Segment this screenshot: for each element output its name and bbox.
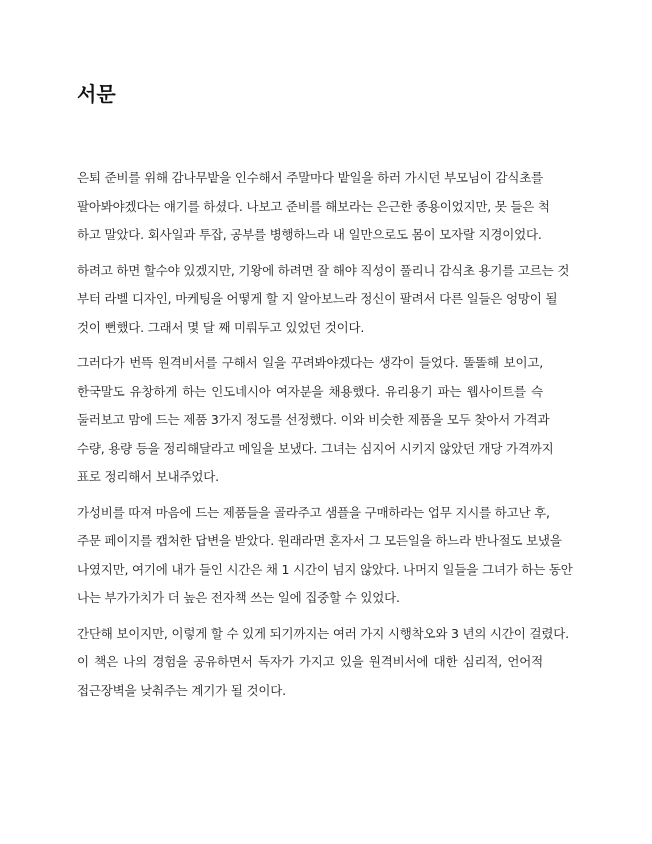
text-line: 나였지만, 여기에 내가 들인 시간은 채 1 시간이 넘지 않았다. 나머지 일들을 그녀가 하는 동안 [77,561,573,577]
text-line: 접근장벽을 낮춰주는 계기가 될 것이다. [77,682,286,698]
text-line: 팔아봐야겠다는 얘기를 하셨다. 나보고 준비를 해보라는 은근한 종용이었지만, 못 들은 척 [77,198,550,214]
paragraph [77,620,569,706]
text-line: 그러다가 번뜩 원격비서를 구해서 일을 꾸려봐야겠다는 생각이 들었다. 똘똘해 보이고, [77,355,543,370]
text-line: 둘러보고 맘에 드는 제품 3가지 정도를 선정했다. 이와 비슷한 제품을 모두 찾아서 가격과 [77,412,550,427]
paragraph [77,257,570,343]
document-body [77,164,573,712]
text-line: 표로 정리해서 보내주었다. [77,469,219,484]
text-line: 주문 페이지를 캡처한 답변을 받았다. 원래라면 혼자서 그 모든일을 하느라 반나절도 보냈을 [77,533,562,548]
text-line: 하려고 하면 할수야 있겠지만, 기왕에 하려면 잘 해야 직성이 풀리니 감식초 용기를 고르는 것 [77,262,570,278]
page-title: 서문 [77,82,116,106]
text-line: 것이 뻔했다. 그래서 몇 달 째 미뤄두고 있었던 것이다. [77,319,365,335]
paragraph [77,164,550,250]
text-line: 이 책은 나의 경험을 공유하면서 독자가 가지고 있을 원격비서에 대한 심리적, 언어적 [77,654,543,669]
text-line: 부터 라벨 디자인, 마케팅을 어떻게 할 지 알아보느라 정신이 팔려서 다른 일들은 엉망이 될 [77,291,558,306]
text-line: 간단해 보이지만, 이렇게 할 수 있게 되기까지는 여러 가지 시행착오와 3 년의 시간이 걸렸다. [77,625,569,641]
text-line: 하고 말았다. 회사일과 투잡, 공부를 병행하느라 내 일만으로도 몸이 모자랄 지경이었다. [77,227,542,242]
paragraph [77,499,573,613]
text-line: 가성비를 따져 마음에 드는 제품들을 골라주고 샘플을 구매하라는 업무 지시를 하고난 후, [77,504,550,520]
text-line: 한국말도 유창하게 하는 인도네시아 여자분을 채용했다. 유리용기 파는 웹사이트를 슥 [77,383,543,399]
text-line: 수량, 용량 등을 정리해달라고 메일을 보냈다. 그녀는 심지어 시키지 않았던 개당 가격까지 [77,440,554,456]
text-line: 나는 부가가치가 더 높은 전자책 쓰는 일에 집중할 수 있었다. [77,590,400,605]
text-line: 은퇴 준비를 위해 감나무밭을 인수해서 주말마다 밭일을 하러 가시던 부모님이 감식초를 [77,170,543,185]
paragraph [77,349,554,492]
